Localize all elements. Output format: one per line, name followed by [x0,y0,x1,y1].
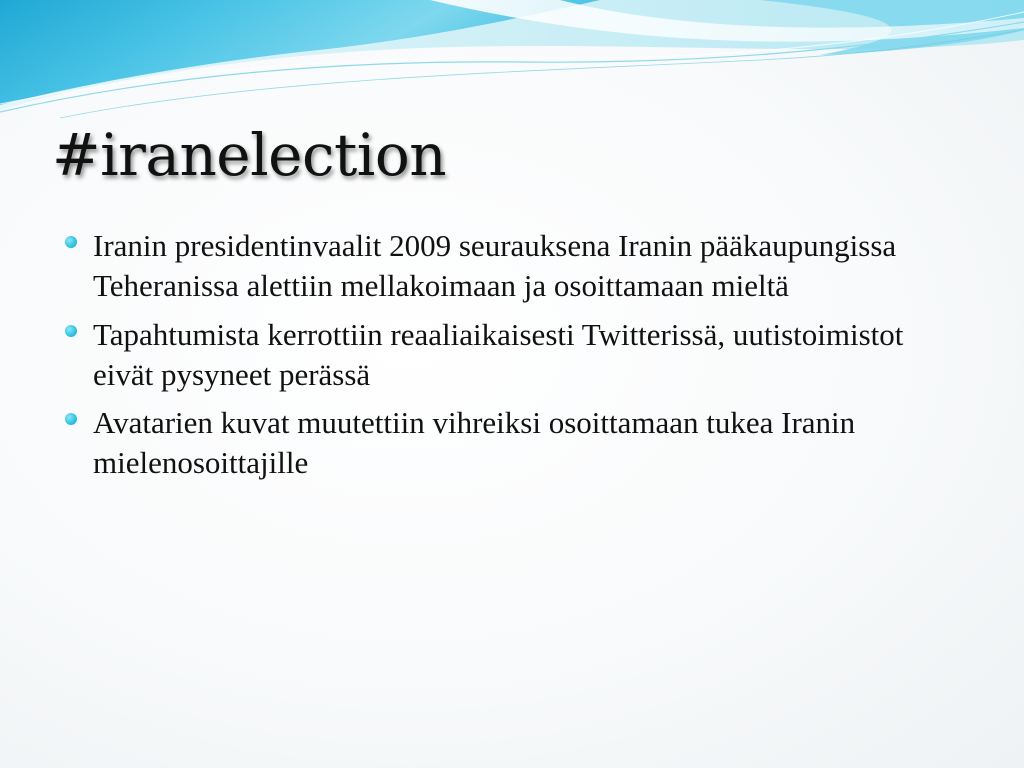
bullet-list [64,226,964,492]
bullet-item [64,403,964,484]
slide-title: #iranelection [52,121,447,189]
bullet-dot-icon [65,413,77,425]
bullet-dot-icon [65,325,77,337]
bullet-dot-icon [65,236,77,248]
bullet-item [64,315,964,396]
bullet-text: Avatarien kuvat muutettiin vihreiksi osoittamaan tukea Iranin mielenosoittajille [93,405,856,481]
bullet-text: Iranin presidentinvaalit 2009 seurauksena Iranin pääkaupungissa Teheranissa alettiin mellakoimaan ja osoittamaan mieltä [93,228,897,304]
header-wave-decoration [0,0,1024,130]
bullet-item [64,226,964,307]
bullet-text: Tapahtumista kerrottiin reaaliaikaisesti Twitterissä, uutistoimistot eivät pysyneet perässä [93,316,904,392]
